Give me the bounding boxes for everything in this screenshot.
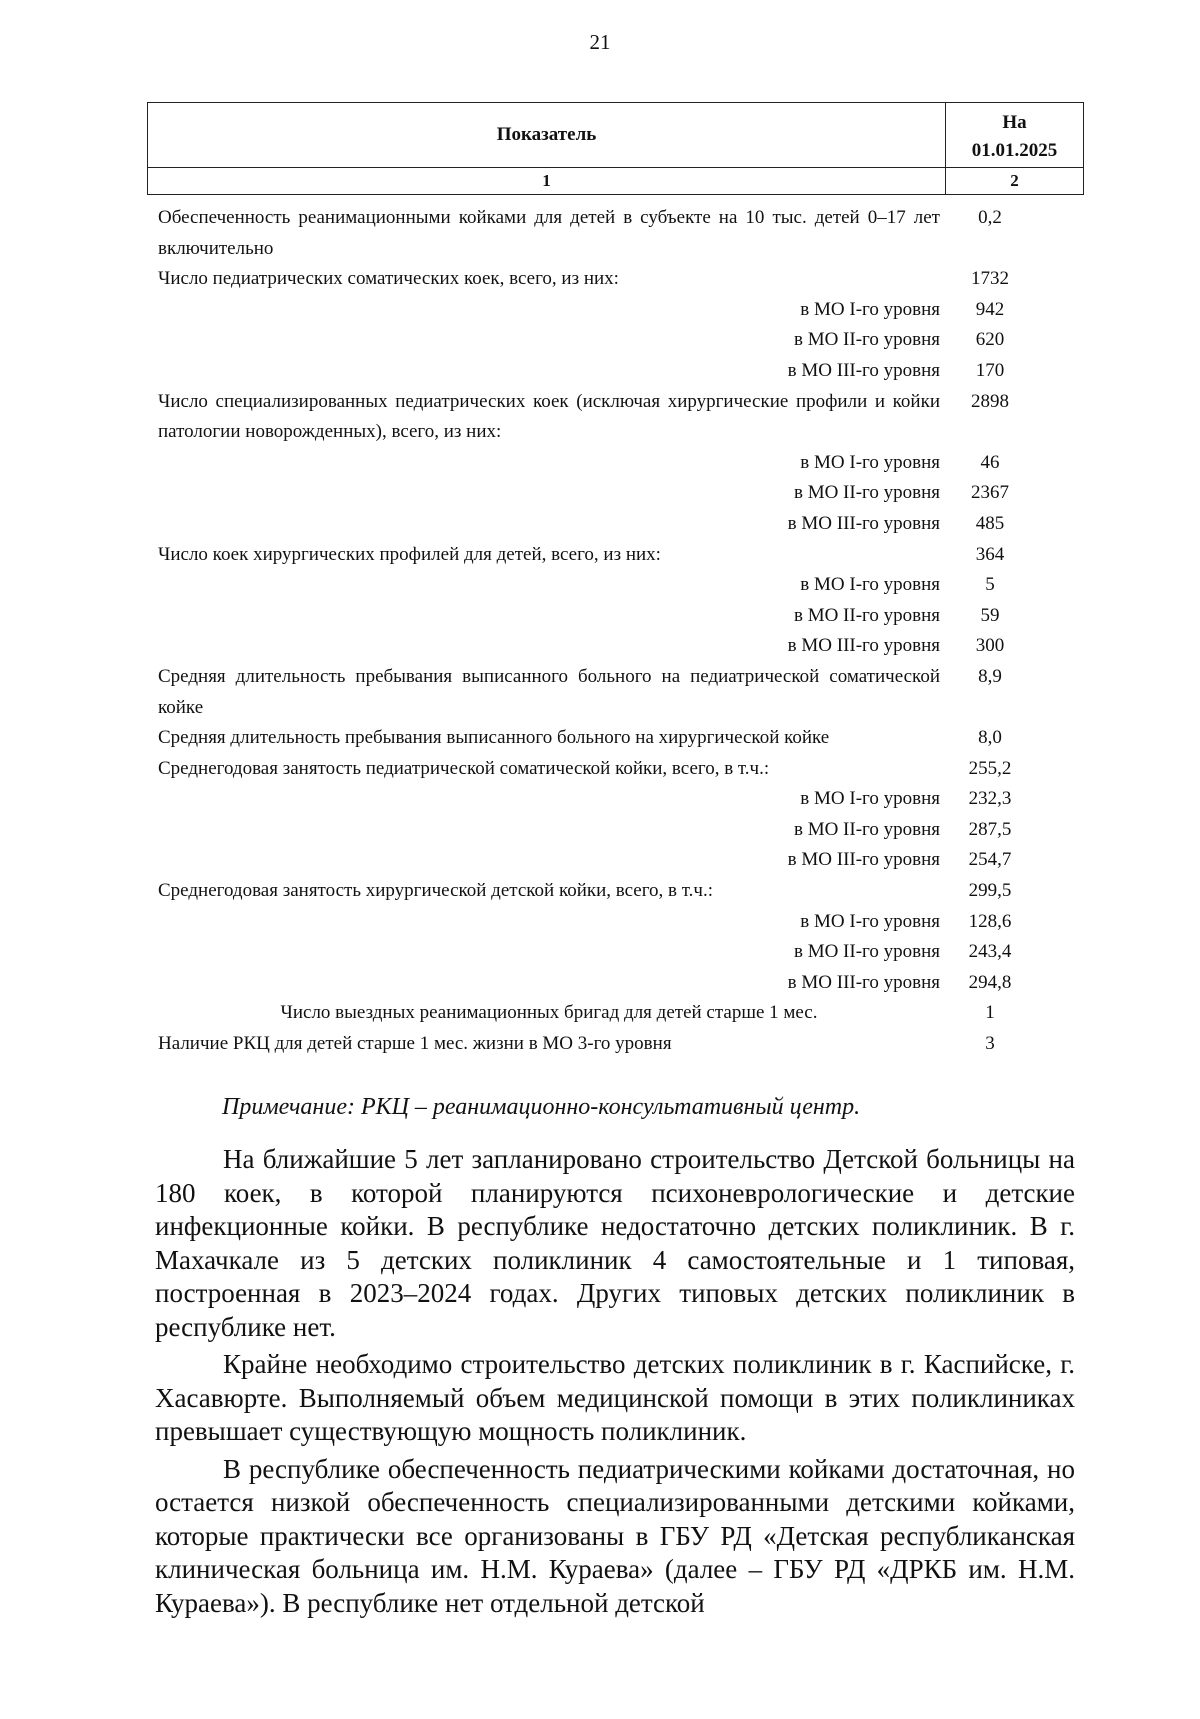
row-value: 364 [975,543,1005,565]
row-value: 294,8 [968,971,1012,993]
row-value: 170 [975,359,1005,381]
table-row [158,1029,1058,1060]
row-label: в МО III-го уровня [787,635,940,657]
row-label: в МО I-го уровня [800,298,940,320]
table-row [158,662,1058,723]
row-value: 942 [975,298,1005,320]
row-value: 128,6 [968,910,1012,932]
row-label: в МО II-го уровня [793,818,940,840]
row-label: в МО I-го уровня [800,574,940,596]
table-row [158,631,1058,662]
row-label: Число коек хирургических профилей для детей, всего, из них: [158,543,661,565]
column-header-date-line2: 01.01.2025 [971,140,1058,161]
row-label: в МО III-го уровня [787,971,940,993]
row-value: 243,4 [968,941,1012,963]
row-value: 8,0 [978,727,1002,749]
table-row [158,845,1058,876]
column-number-2: 2 [946,168,1084,195]
table-note: Примечание: РКЦ – реанимационно-консультативный центр. [222,1094,861,1120]
table-row [158,601,1058,632]
row-value: 485 [975,512,1005,534]
table-row [158,754,1058,785]
table-row [158,784,1058,815]
table-row [158,540,1058,571]
row-value: 2367 [971,482,1009,504]
row-value: 5 [985,574,995,596]
row-value: 8,9 [978,665,1002,687]
row-value: 2898 [971,390,1009,412]
table-row [158,509,1058,540]
row-label: в МО II-го уровня [793,604,940,626]
row-label: Число специализированных педиатрических коек (исключая хирургические профили и койки патологии новорожденных), всего, из них: [158,390,940,443]
row-label: Среднегодовая занятость педиатрической соматической койки, всего, в т.ч.: [158,757,770,779]
table-row [158,570,1058,601]
table-row [158,264,1058,295]
paragraph: Крайне необходимо строительство детских поликлиник в г. Каспийске, г. Хасавюрте. Выполняемый объем медицинской помощи в этих поликлиниках превышает существующую мощность поликлиник. [155,1349,1075,1446]
table-row [158,203,1058,264]
row-value: 59 [980,604,1000,626]
row-value: 254,7 [968,849,1012,871]
row-label: в МО II-го уровня [793,482,940,504]
column-header-date-line1: На [1002,112,1027,133]
table-row [158,325,1058,356]
row-value: 620 [975,329,1005,351]
table-body [158,203,1058,1060]
column-number-1: 1 [148,168,946,195]
table-row [158,478,1058,509]
column-header-date [946,103,1084,168]
row-value: 287,5 [968,818,1012,840]
row-value: 1 [985,1002,995,1024]
row-label: Число выездных реанимационных бригад для детей старше 1 мес. [280,1002,818,1024]
row-label: в МО I-го уровня [800,451,940,473]
table-row [158,998,1058,1029]
row-value: 46 [980,451,1000,473]
row-label: Наличие РКЦ для детей старше 1 мес. жизни в МО 3-го уровня [158,1033,672,1055]
table-row [158,815,1058,846]
row-label: в МО II-го уровня [793,329,940,351]
row-value: 232,3 [968,788,1012,810]
row-label: в МО II-го уровня [793,941,940,963]
table-row [158,968,1058,999]
table-row [158,356,1058,387]
row-value: 300 [975,635,1005,657]
row-label: в МО III-го уровня [787,359,940,381]
column-header-indicator: Показатель [148,103,946,168]
row-value: 3 [985,1033,995,1055]
paragraph: На ближайшие 5 лет запланировано строительство Детской больницы на 180 коек, в которой планируются психоневрологические и детские инфекционные койки. В республике недостаточно детских поликлиник. В г. Махачкале из 5 детских поликлиник 4 самостоятельные и 1 типовая, построенная в 2023–2024 годах. Других типовых детских поликлиник в республике нет. [155,1144,1075,1342]
row-value: 299,5 [968,880,1012,902]
table-row [158,295,1058,326]
table-row [158,937,1058,968]
row-value: 0,2 [978,207,1002,228]
row-label: Обеспеченность реанимационными койками для детей в субъекте на 10 тыс. детей 0–17 лет включительно [158,207,940,259]
row-label: в МО III-го уровня [787,512,940,534]
row-label: Число педиатрических соматических коек, всего, из них: [158,268,619,290]
row-label: в МО I-го уровня [800,910,940,932]
row-label: Среднегодовая занятость хирургической детской койки, всего, в т.ч.: [158,880,713,902]
table-row [158,448,1058,479]
table-row [158,723,1058,754]
table-header [147,102,1084,195]
row-value: 255,2 [968,757,1012,779]
row-label: Средняя длительность пребывания выписанного больного на хирургической койке [158,727,830,749]
row-label: Средняя длительность пребывания выписанного больного на педиатрической соматической койке [158,665,940,718]
body-text [155,1143,1075,1624]
table-row [158,387,1058,448]
table-row [158,876,1058,907]
table-row [158,907,1058,938]
row-label: в МО III-го уровня [787,849,940,871]
page-number: 21 [589,30,611,54]
row-label: в МО I-го уровня [800,788,940,810]
row-value: 1732 [971,268,1009,290]
paragraph: В республике обеспеченность педиатрическими койками достаточная, но остается низкой обеспеченность специализированными детскими койками, которые практически все организованы в ГБУ РД «Детская республиканская клиническая больница им. Н.М. Кураева» (далее – ГБУ РД «ДРКБ им. Н.М. Кураева»). В республике нет отдельной детской [155,1453,1075,1618]
